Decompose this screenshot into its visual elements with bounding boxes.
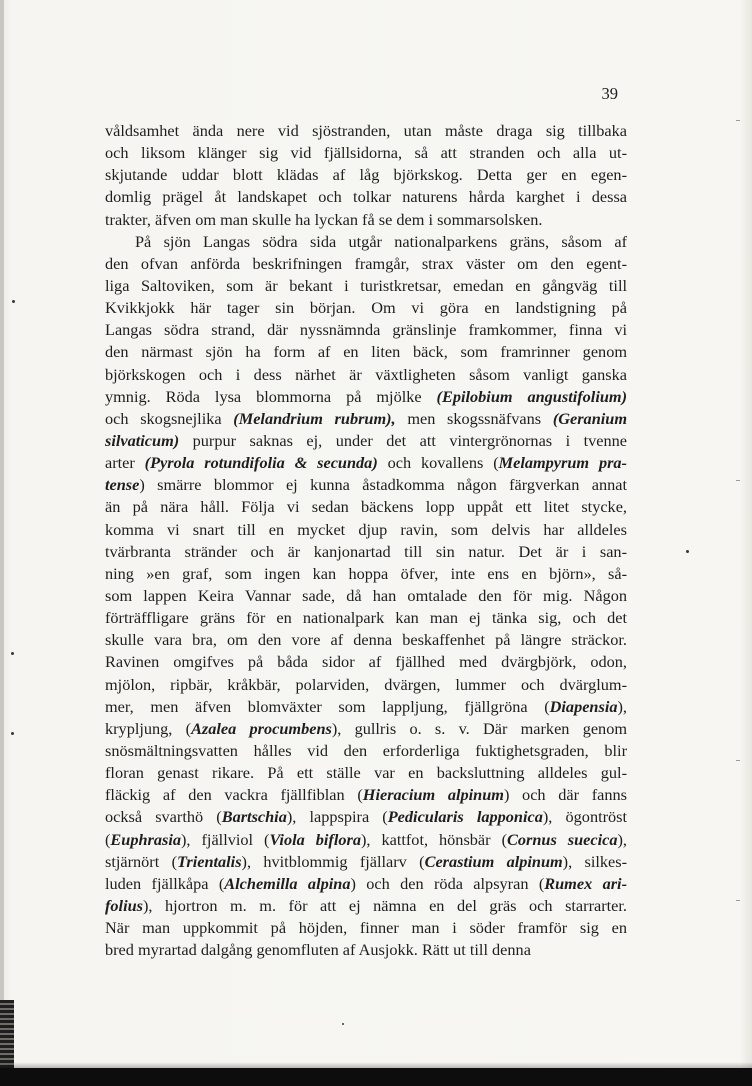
scan-bottom-edge: [0, 1068, 752, 1086]
text-segment: förträffligare gräns för en nationalpark kan man ej tänka sig, och det: [105, 608, 627, 628]
text-line: [105, 762, 627, 784]
text-line: [105, 164, 627, 186]
latin-name: Euphrasia: [110, 829, 182, 849]
text-segment: våldsamhet ända nere vid sjöstranden, utan måste draga sig tillbaka: [105, 121, 627, 140]
text-segment: tvärbranta stränder och är kanjonartad till sin natur. Det är i san-: [105, 541, 627, 561]
text-segment: ), fjällviol (: [181, 829, 270, 849]
text-segment: På sjön Langas södra sida utgår nationalparkens gräns, såsom af: [135, 231, 627, 251]
latin-name: Cerastium alpinum: [424, 851, 563, 871]
text-segment: ),: [617, 696, 627, 716]
text-line: [105, 585, 627, 607]
text-segment: ) smärre blommor ej kunna åstadkomma någon färgverkan annat: [139, 475, 627, 495]
latin-name: (Epilobium angustifolium): [436, 386, 627, 406]
text-segment: ymnig. Röda lysa blommorna på mjölke: [105, 386, 437, 406]
text-segment: ), silkes-: [562, 851, 627, 871]
latin-name: (Geranium: [552, 408, 627, 428]
text-line: [105, 851, 627, 873]
text-line: [105, 253, 627, 275]
text-segment: ), gullris o. s. v. Där marken genom: [331, 718, 628, 738]
text-segment: också svarthö (: [105, 807, 222, 827]
page-number: 39: [601, 84, 618, 103]
text-segment: luden fjällkåpa (: [105, 873, 225, 893]
text-line: [105, 430, 627, 452]
text-line: [105, 275, 627, 297]
text-line: [105, 142, 627, 164]
text-line: [105, 873, 627, 895]
latin-name: silvaticum): [105, 430, 180, 450]
margin-speck: [686, 550, 689, 553]
text-line: [105, 297, 627, 319]
text-segment: ), kattfot, hönsbär (: [360, 829, 507, 849]
latin-name: Trientalis: [177, 851, 242, 871]
body-text: [105, 120, 627, 961]
text-line: [105, 319, 627, 341]
text-line: [105, 740, 627, 762]
text-segment: ), hvitblommig fjällarv (: [241, 851, 425, 871]
margin-tick: [736, 120, 740, 121]
text-line: [105, 784, 627, 806]
text-segment: ), lappspira (: [286, 807, 388, 827]
text-segment: Ravinen omgifves på båda sidor af fjällhed med dvärgbjörk, odon,: [105, 652, 627, 672]
text-line: [105, 674, 627, 696]
text-segment: När man uppkommit på höjden, finner man i söder framför sig en: [105, 918, 627, 938]
text-segment: ), ögontröst: [542, 807, 628, 827]
text-line: [105, 341, 627, 363]
text-line: [105, 895, 627, 917]
text-segment: trakter, äfven om man skulle ha lyckan få se dem i sommarsolsken.: [105, 209, 543, 229]
latin-name: Rumex ari-: [544, 873, 628, 893]
text-line: [105, 452, 627, 474]
text-line: [105, 474, 627, 496]
latin-name: tense: [105, 475, 140, 495]
text-segment: fläckig af den vackra fjällfiblan (: [105, 785, 363, 805]
text-segment: mer, men äfven blomväxter som lappljung, fjällgröna (: [105, 696, 550, 716]
margin-speck: [342, 1023, 344, 1025]
latin-name: Bartschia: [221, 807, 287, 827]
text-segment: den närmast sjön ha form af en liten bäck, som framrinner genom: [105, 342, 627, 362]
text-segment: floran genast rikare. På ett ställe var en backsluttning alldeles gul-: [105, 763, 627, 783]
text-segment: och liksom klänger sig vid fjällsidorna, så att stranden och alla ut-: [105, 143, 627, 163]
margin-tick: [736, 480, 740, 481]
text-segment: ning »en graf, som ingen kan hoppa öfver, inte ens en björn», så-: [105, 563, 627, 583]
latin-name: Pedicularis lapponica: [387, 807, 543, 827]
text-segment: arter: [105, 453, 145, 473]
text-line: [105, 806, 627, 828]
text-segment: Kvikkjokk här tager sin början. Om vi göra en landstigning på: [105, 298, 627, 318]
text-segment: skulle vara bra, om den vore af denna beskaffenhet på längre sträckor.: [105, 630, 627, 650]
margin-tick: [736, 760, 740, 761]
text-segment: ) och den röda alpsyran (: [350, 873, 545, 893]
latin-name: Cornus suecica: [507, 829, 618, 849]
text-line: [105, 519, 627, 541]
text-segment: krypljung, (: [105, 718, 192, 738]
latin-name: Hieracium alpinum: [362, 785, 504, 805]
text-segment: ) och där fanns: [503, 785, 627, 805]
text-line: [105, 607, 627, 629]
text-line: [105, 231, 627, 253]
text-line: [105, 364, 627, 386]
text-line: [105, 209, 627, 231]
margin-tick: [736, 900, 740, 901]
latin-name: Diapensia: [549, 696, 618, 716]
margin-speck: [11, 732, 14, 735]
latin-name: folius: [105, 895, 144, 915]
text-line: [105, 939, 627, 961]
text-line: [105, 829, 627, 851]
text-line: [105, 651, 627, 673]
text-segment: mjölon, ripbär, kråkbär, polarviden, dvärgen, lummer och dvärglum-: [105, 674, 627, 694]
text-segment: bred myrartad dalgång genomfluten af Ausjokk. Rätt ut till denna: [105, 940, 531, 960]
text-segment: och skogsnejlika: [105, 408, 234, 428]
text-line: [105, 386, 627, 408]
text-line: [105, 496, 627, 518]
text-segment: komma vi snart till en mycket djup ravin, som delvis har alldeles: [105, 519, 627, 539]
text-segment: stjärnört (: [105, 851, 178, 871]
text-segment: domlig prägel åt landskapet och tolkar naturens hårda karghet i dessa: [105, 187, 627, 207]
text-line: [105, 917, 627, 939]
text-line: [105, 718, 627, 740]
text-segment: björkskogen och i dess närhet är växtligheten såsom vanligt ganska: [105, 364, 627, 384]
text-line: [105, 120, 627, 142]
margin-speck: [12, 300, 15, 303]
text-line: [105, 696, 627, 718]
text-segment: men skogssnäfvans: [395, 408, 553, 428]
latin-name: (Pyrola rotundifolia & secunda): [144, 453, 378, 473]
latin-name: Viola biflora: [269, 829, 361, 849]
latin-name: Alchemilla alpina: [224, 873, 351, 893]
text-segment: som lappen Keira Vannar sade, då han omtalade den för mig. Någon: [105, 585, 627, 605]
text-segment: och kovallens (: [377, 453, 499, 473]
page-left-edge: [0, 0, 4, 1086]
text-segment: (: [105, 829, 111, 849]
text-line: [105, 541, 627, 563]
text-segment: skjutande uddar blott klädas af låg björkskog. Detta ger en egen-: [105, 165, 627, 185]
text-line: [105, 186, 627, 208]
margin-speck: [11, 652, 14, 655]
text-segment: ),: [617, 829, 628, 849]
text-segment: snösmältningsvatten hålles vid den erforderliga fuktighetsgraden, blir: [105, 740, 627, 760]
text-segment: ), hjortron m. m. för att ej nämna en del gräs och starrarter.: [143, 895, 627, 915]
text-segment: purpur saknas ej, under det att vintergrönornas i tvenne: [179, 430, 627, 450]
latin-name: Melampyrum pra-: [498, 453, 627, 473]
text-line: [105, 563, 627, 585]
text-line: [105, 629, 627, 651]
text-line: [105, 408, 627, 430]
text-segment: än på nära håll. Följa vi sedan bäckens lopp uppåt ett litet stycke,: [105, 497, 627, 517]
text-segment: den ofvan anförda beskrifningen framgår, strax väster om den egent-: [105, 253, 627, 273]
latin-name: (Melandrium rubrum),: [233, 408, 396, 428]
text-segment: liga Saltoviken, som är bekant i turistkretsar, emedan en gångväg till: [105, 275, 627, 295]
text-segment: Langas södra strand, där nyssnämnda gränslinje framkommer, finna vi: [105, 320, 627, 340]
latin-name: Azalea procumbens: [191, 718, 332, 738]
